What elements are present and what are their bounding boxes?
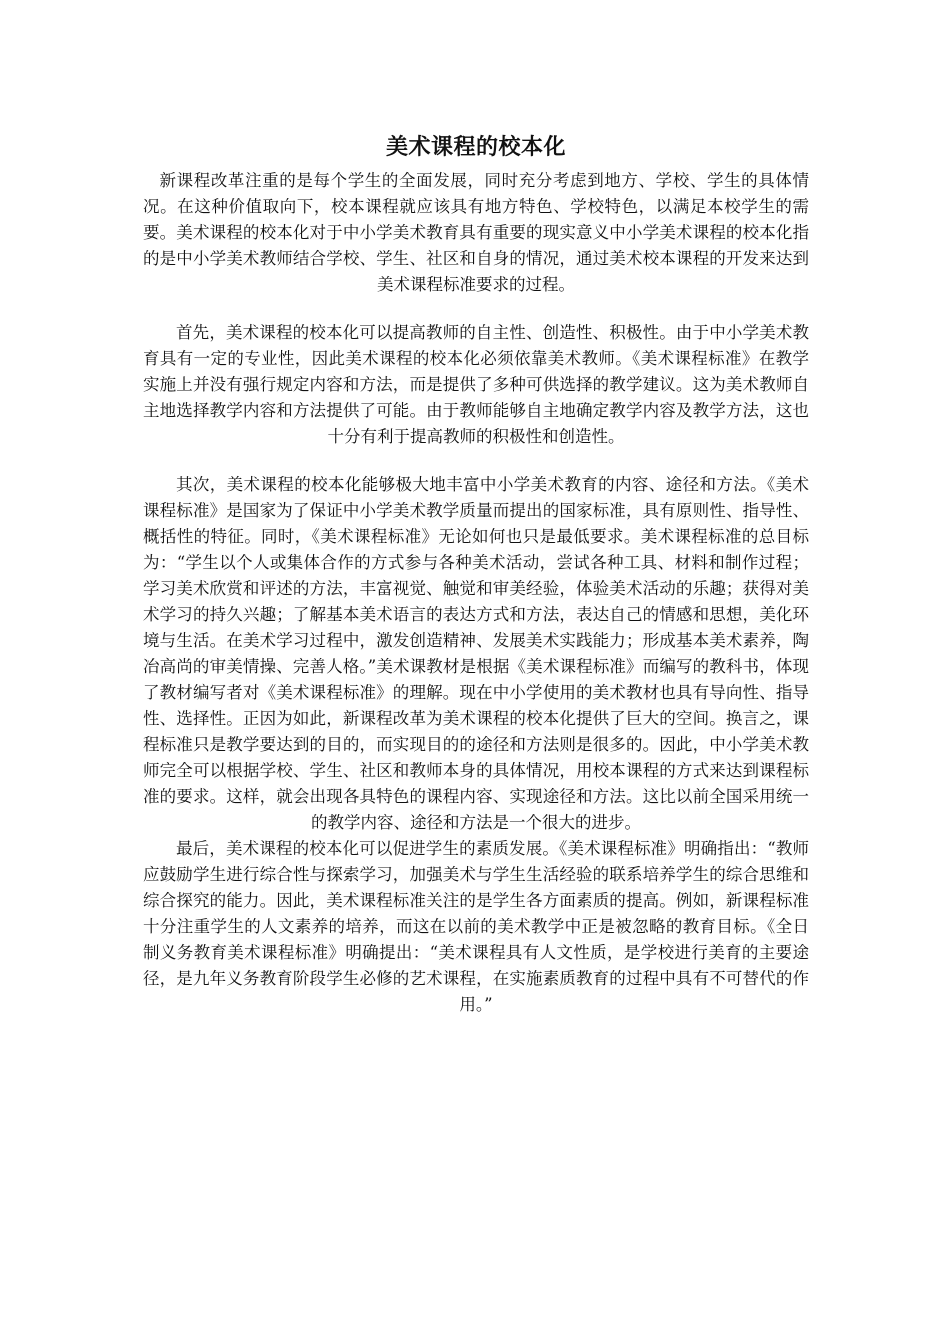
document-title: 美术课程的校本化 <box>385 135 566 160</box>
paragraph-second-point: 其次，美术课程的校本化能够极大地丰富中小学美术教育的内容、途径和方法。《美术课程标准》是国家为了保证中小学美术教学质量而提出的国家标准，具有原则性、指导性、概括性的特征。同时，《美术课程标准》无论如何也只是最低要求。美术课程标准的总目标为：“学生以个人或集体合作的方式参与各种美术活动，尝试各种工具、材料和制作过程；学习美术欣赏和评述的方法，丰富视觉、触觉和审美经验，体验美术活动的乐趣；获得对美术学习的持久兴趣；了解基本美术语言的表达方式和方法，表达自己的情感和思想，美化环境与生活。在美术学习过程中，激发创造精神、发展美术实践能力；形成基本美术素养，陶冶高尚的审美情操、完善人格。”美术课教材是根据《美术课程标准》而编写的教科书，体现了教材编写者对《美术课程标准》的理解。现在中小学使用的美术教材也具有导向性、指导性、选择性。正因为如此，新课程改革为美术课程的校本化提供了巨大的空间。换言之，课程标准只是教学要达到的目的，而实现目的的途径和方法则是很多的。因此，中小学美术教师完全可以根据学校、学生、社区和教师本身的具体情况，用校本课程的方式来达到课程标准的要求。这样，就会出现各具特色的课程内容、实现途径和方法。这比以前全国采用统一的教学内容、途径和方法是一个很大的进步。 <box>143 475 809 832</box>
paragraph-first-point: 首先，美术课程的校本化可以提高教师的自主性、创造性、积极性。由于中小学美术教育具有一定的专业性，因此美术课程的校本化必须依靠美术教师。《美术课程标准》在教学实施上并没有强行规定内容和方法，而是提供了多种可供选择的教学建议。这为美术教师自主地选择教学内容和方法提供了可能。由于教师能够自主地确定教学内容及教学方法，这也十分有利于提高教师的积极性和创造性。 <box>143 323 809 446</box>
paragraph-last-point: 最后，美术课程的校本化可以促进学生的素质发展。《美术课程标准》明确指出：“教师应鼓励学生进行综合性与探索学习，加强美术与学生生活经验的联系培养学生的综合思维和综合探究的能力。因此，美术课程标准关注的是学生各方面素质的提高。例如，新课程标准十分注重学生的人文素养的培养，而这在以前的美术教学中正是被忽略的教育目标。《全日制义务教育美术课程标准》明确提出：“美术课程具有人文性质，是学校进行美育的主要途径，是九年义务教育阶段学生必修的艺术课程，在实施素质教育的过程中具有不可替代的作用。” <box>143 839 809 1014</box>
document-page <box>143 130 809 1018</box>
paragraph-intro: 新课程改革注重的是每个学生的全面发展，同时充分考虑到地方、学校、学生的具体情况。在这种价值取向下，校本课程就应该具有地方特色、学校特色，以满足本校学生的需要。美术课程的校本化对于中小学美术教育具有重要的现实意义中小学美术课程的校本化指的是中小学美术教师结合学校、学生、社区和自身的情况，通过美术校本课程的开发来达到美术课程标准要求的过程。 <box>143 171 809 294</box>
